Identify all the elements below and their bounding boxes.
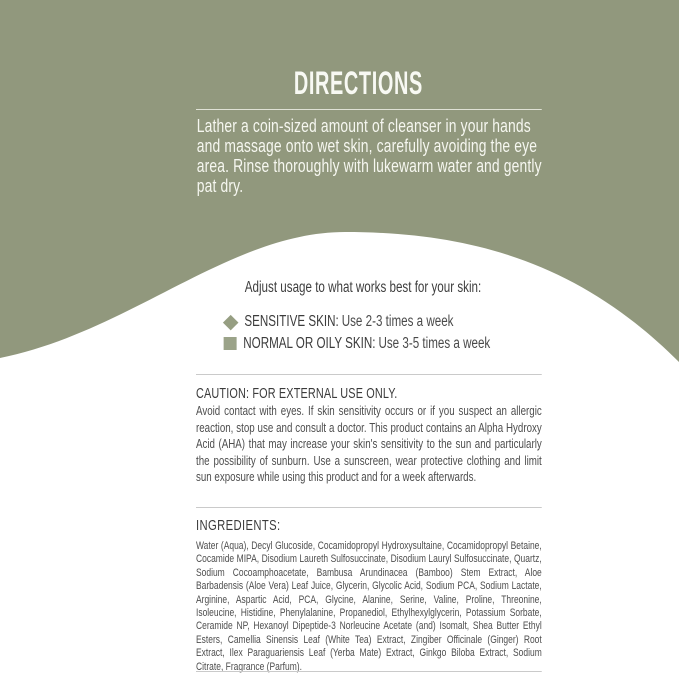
usage-item-label: SENSITIVE SKIN:: [244, 313, 339, 330]
divider-above-ingredients: [196, 507, 542, 508]
usage-item-text: Use 3-5 times a week: [378, 334, 491, 352]
diamond-bullet-icon: [223, 315, 238, 330]
caution-body-text: Avoid contact with eyes. If skin sensitivity occurs or if you suspect an allergic reaction, stop use and consult a doctor. This product contains an Alpha Hydroxy Acid (AHA) that may increase your skin's sensitivity to the sun and particularly the possibility of sunburn. Use a sunscreen, wear protective clothing and limit sun exposure while using this product and for a week afterwards.: [196, 403, 542, 485]
directions-title: DIRECTIONS: [293, 65, 423, 101]
usage-item-text: Use 2-3 times a week: [341, 313, 454, 330]
title-underline-divider: [196, 109, 542, 110]
usage-item-normal-oily-skin: [225, 336, 490, 352]
square-bullet-icon: [224, 337, 237, 350]
caution-heading: CAUTION: FOR EXTERNAL USE ONLY.: [196, 386, 398, 402]
label-content-column: [196, 0, 542, 679]
usage-list: [225, 314, 490, 357]
divider-above-caution: [196, 374, 542, 375]
usage-item-sensitive-skin: [225, 314, 490, 330]
ingredients-body-text: Water (Aqua), Decyl Glucoside, Cocamidopropyl Hydroxysultaine, Cocamidopropyl Betaine, Cocamide MIPA, Disodium Laureth Sulfosuccinate, Disodium Lauryl Sulfosuccinate, Quartz, Sodium Cocoamphoacetate, Bambusa Arundinacea (Bamboo) Stem Extract, Aloe Barbadensis (Aloe Vera) Leaf Juice, Glycerin, Glycolic Acid, Sodium PCA, Sodium Lactate, Arginine, Aspartic Acid, PCA, Glycine, Alanine, Serine, Valine, Proline, Threonine, Isoleucine, Histidine, Phenylalanine, Propanediol, Ethylhexylglycerin, Potassium Sorbate, Ceramide NP, Hexanoyl Dipeptide-3 Norleucine Acetate (and) Isomalt, Shea Butter Ethyl Esters, Camellia Sinensis Leaf (White Tea) Extract, Zingiber Officinale (Ginger) Root Extract, Ilex Paraguariensis Leaf (Yerba Mate) Extract, Ginkgo Biloba Extract, Sodium Citrate, Fragrance (Parfum).: [196, 540, 542, 673]
usage-item-label: NORMAL OR OILY SKIN:: [243, 334, 376, 352]
directions-body-text: Lather a coin-sized amount of cleanser in your hands and massage onto wet skin, carefully avoiding the eye area. Rinse thoroughly with lukewarm water and gently pat dry.: [196, 115, 542, 196]
divider-bottom: [196, 671, 542, 672]
usage-intro-text: Adjust usage to what works best for your skin:: [244, 279, 482, 296]
ingredients-heading: INGREDIENTS:: [196, 517, 281, 534]
